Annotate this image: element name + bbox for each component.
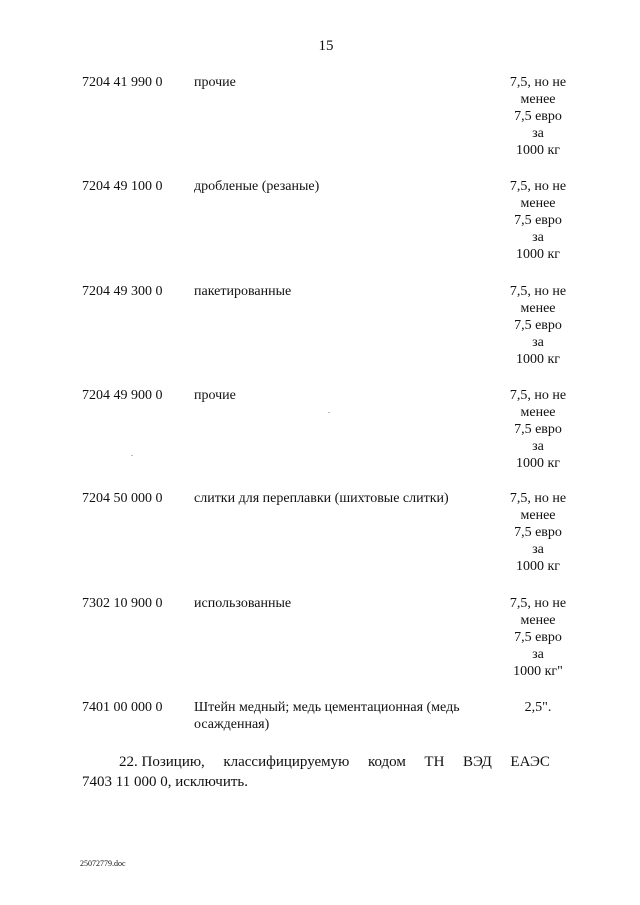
paragraph-word: ВЭД — [462, 754, 492, 770]
document-file-id: 25072779.doc — [80, 859, 126, 868]
commodity-code: 7302 10 900 0 — [82, 596, 163, 611]
duty-rate-line: менее — [520, 196, 556, 211]
duty-rate-line: менее — [520, 405, 556, 420]
table-row — [82, 490, 582, 595]
duty-rate-line: за — [532, 542, 544, 557]
duty-rate-line: 7,5 евро — [514, 213, 562, 228]
duty-rate-line: 7,5, но не — [509, 284, 567, 299]
page-number: 15 — [318, 38, 334, 54]
duty-rate-line: менее — [520, 301, 556, 316]
duty-rate-line: 7,5 евро — [514, 318, 562, 333]
table-row — [82, 699, 582, 739]
duty-rate-line: менее — [520, 508, 556, 523]
scan-speck — [131, 455, 133, 456]
paragraph-word: 22. Позицию, — [119, 754, 205, 770]
duty-rate-line: 1000 кг" — [513, 664, 563, 679]
duty-rate-line: за — [532, 439, 544, 454]
duty-rate — [498, 178, 578, 263]
commodity-code: 7204 50 000 0 — [82, 491, 163, 506]
duty-rate-line: за — [532, 647, 544, 662]
duty-rate-line: 7,5 евро — [514, 525, 562, 540]
duty-rate-line: 7,5, но не — [509, 596, 567, 611]
commodity-description: использованные — [194, 596, 292, 611]
duty-rate-line: 2,5". — [524, 700, 552, 715]
paragraph-second-line: 7403 11 000 0, исключить. — [82, 774, 249, 790]
table-row — [82, 595, 582, 699]
paragraph-word: классифицируемую — [223, 754, 350, 770]
duty-rate-line: менее — [520, 613, 556, 628]
duty-rate-line: 1000 кг — [515, 143, 561, 158]
commodity-code: 7204 49 900 0 — [82, 388, 163, 403]
duty-rate-line: 7,5 евро — [514, 422, 562, 437]
duty-rate-line: 7,5, но не — [509, 179, 567, 194]
duty-rate-line: 1000 кг — [515, 352, 561, 367]
scan-speck — [328, 412, 330, 413]
duty-rate-line: 7,5 евро — [514, 109, 562, 124]
commodity-description: слитки для переплавки (шихтовые слитки) — [194, 491, 449, 506]
paragraph-word: ТН — [424, 754, 445, 770]
duty-rate — [498, 595, 578, 680]
commodity-code: 7204 41 990 0 — [82, 75, 163, 90]
duty-rate-line: за — [532, 335, 544, 350]
table-row — [82, 387, 582, 490]
amendment-paragraph — [82, 752, 550, 792]
paragraph-first-line — [82, 752, 550, 772]
table-row — [82, 178, 582, 283]
paragraph-word: кодом — [367, 754, 406, 770]
duty-rate-line: за — [532, 126, 544, 141]
commodity-description: Штейн медный; медь цементационная (медь осажденная) — [194, 700, 460, 732]
commodity-description: пакетированные — [194, 284, 292, 299]
table-row — [82, 283, 582, 387]
duty-rate-line: 7,5, но не — [509, 491, 567, 506]
duty-rate — [498, 74, 578, 159]
duty-rate-line: 1000 кг — [515, 559, 561, 574]
duty-rate-line: 7,5 евро — [514, 630, 562, 645]
duty-rate-line: 7,5, но не — [509, 75, 567, 90]
commodity-description: прочие — [194, 75, 236, 90]
commodity-code: 7204 49 100 0 — [82, 179, 163, 194]
commodity-code: 7204 49 300 0 — [82, 284, 163, 299]
commodity-code: 7401 00 000 0 — [82, 700, 163, 715]
duty-rate-line: 1000 кг — [515, 456, 561, 471]
table-row — [82, 74, 582, 178]
duty-rate — [498, 283, 578, 368]
duty-rate — [498, 387, 578, 472]
paragraph-word: ЕАЭС — [510, 754, 550, 770]
duty-rate-line: менее — [520, 92, 556, 107]
duty-rate-line: 7,5, но не — [509, 388, 567, 403]
tariff-table — [82, 74, 582, 739]
commodity-description: прочие — [194, 388, 236, 403]
duty-rate-line: за — [532, 230, 544, 245]
duty-rate-line: 1000 кг — [515, 247, 561, 262]
commodity-description: дробленые (резаные) — [194, 179, 320, 194]
duty-rate — [498, 490, 578, 575]
duty-rate — [498, 699, 578, 716]
